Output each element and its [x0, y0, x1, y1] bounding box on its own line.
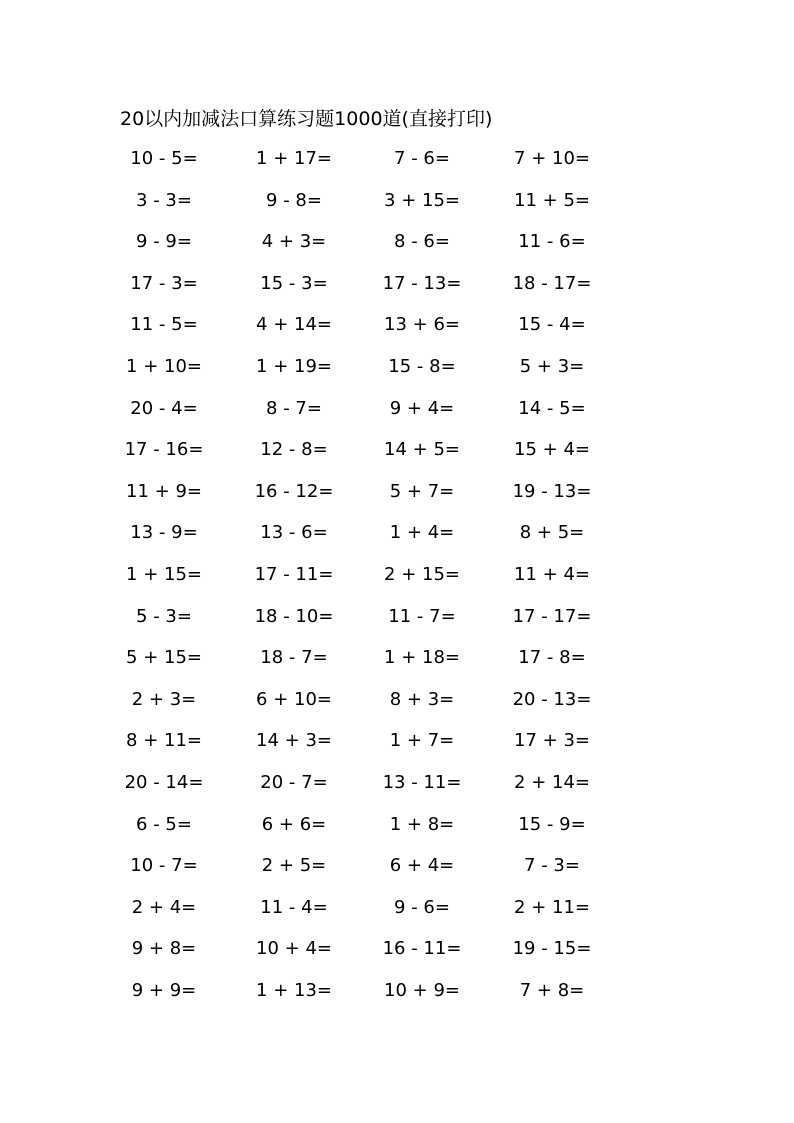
- problem-item: 2 + 4=: [131, 896, 197, 918]
- problem-item: 10 + 4=: [256, 938, 332, 960]
- problem-item: 5 + 3=: [519, 355, 585, 377]
- problem-item: 1 + 4=: [389, 522, 455, 544]
- problem-item: 17 - 11=: [254, 563, 334, 585]
- problem-item: 1 + 7=: [389, 730, 455, 752]
- problem-item: 1 + 13=: [256, 979, 332, 1001]
- problem-item: 12 - 8=: [260, 439, 328, 461]
- problem-item: 17 - 13=: [382, 272, 462, 294]
- problem-item: 2 + 3=: [131, 688, 197, 710]
- problem-row: [0, 473, 794, 515]
- problem-item: 4 + 14=: [256, 314, 332, 336]
- problem-item: 14 + 3=: [256, 730, 332, 752]
- problem-item: 4 + 3=: [261, 231, 327, 253]
- problem-item: 19 - 13=: [512, 480, 592, 502]
- problem-item: 7 - 3=: [524, 855, 580, 877]
- problem-item: 17 - 17=: [512, 605, 592, 627]
- problem-row: [0, 806, 794, 848]
- problem-row: [0, 639, 794, 681]
- problem-item: 5 + 15=: [126, 647, 202, 669]
- problem-item: 13 - 9=: [130, 522, 198, 544]
- problem-item: 11 + 4=: [514, 563, 590, 585]
- problem-item: 10 - 7=: [130, 855, 198, 877]
- problem-row: [0, 431, 794, 473]
- problem-item: 3 + 15=: [384, 189, 460, 211]
- problem-item: 1 + 19=: [256, 355, 332, 377]
- problem-item: 18 - 10=: [254, 605, 334, 627]
- problem-item: 20 - 14=: [124, 771, 204, 793]
- problem-item: 11 - 4=: [260, 896, 328, 918]
- problem-item: 6 + 10=: [256, 688, 332, 710]
- problem-row: [0, 847, 794, 889]
- problem-item: 20 - 7=: [260, 771, 328, 793]
- problem-item: 9 + 9=: [131, 979, 197, 1001]
- problem-item: 14 - 5=: [518, 397, 586, 419]
- problem-item: 16 - 11=: [382, 938, 462, 960]
- problem-item: 8 - 6=: [394, 231, 450, 253]
- problem-row: [0, 722, 794, 764]
- problem-item: 18 - 7=: [260, 647, 328, 669]
- problem-item: 14 + 5=: [384, 439, 460, 461]
- problem-item: 20 - 13=: [512, 688, 592, 710]
- problem-item: 2 + 14=: [514, 771, 590, 793]
- problem-item: 17 + 3=: [514, 730, 590, 752]
- problem-item: 1 + 8=: [389, 813, 455, 835]
- problem-item: 10 + 9=: [384, 979, 460, 1001]
- problem-item: 15 - 8=: [388, 355, 456, 377]
- problem-item: 15 - 3=: [260, 272, 328, 294]
- problem-item: 3 - 3=: [136, 189, 192, 211]
- problem-row: [0, 306, 794, 348]
- problem-item: 16 - 12=: [254, 480, 334, 502]
- problem-row: [0, 764, 794, 806]
- problem-item: 15 - 4=: [518, 314, 586, 336]
- problem-item: 1 + 17=: [256, 148, 332, 169]
- problem-row: [0, 348, 794, 390]
- problem-row: [0, 972, 794, 1014]
- problem-item: 5 + 7=: [389, 480, 455, 502]
- problem-item: 9 - 8=: [266, 189, 322, 211]
- problem-row: [0, 182, 794, 224]
- problem-item: 13 - 11=: [382, 771, 462, 793]
- problem-row: [0, 265, 794, 307]
- problem-item: 1 + 18=: [384, 647, 460, 669]
- problem-item: 6 - 5=: [136, 813, 192, 835]
- problem-item: 17 - 8=: [518, 647, 586, 669]
- problem-item: 6 + 6=: [261, 813, 327, 835]
- problem-item: 17 - 16=: [124, 439, 204, 461]
- problem-item: 11 + 9=: [126, 480, 202, 502]
- problem-row: [0, 390, 794, 432]
- problem-item: 20 - 4=: [130, 397, 198, 419]
- problem-item: 15 - 9=: [518, 813, 586, 835]
- problem-item: 11 - 5=: [130, 314, 198, 336]
- problem-item: 8 + 5=: [519, 522, 585, 544]
- problem-row: [0, 140, 794, 182]
- problem-item: 6 + 4=: [389, 855, 455, 877]
- problem-item: 9 + 4=: [389, 397, 455, 419]
- problem-item: 1 + 10=: [126, 355, 202, 377]
- problem-item: 19 - 15=: [512, 938, 592, 960]
- problem-row: [0, 223, 794, 265]
- problem-item: 5 - 3=: [136, 605, 192, 627]
- problem-grid: [0, 140, 794, 1013]
- problem-item: 7 - 6=: [394, 148, 450, 169]
- worksheet-title: 20以内加减法口算练习题1000道(直接打印): [120, 108, 493, 130]
- problem-item: 13 + 6=: [384, 314, 460, 336]
- problem-item: 8 + 11=: [126, 730, 202, 752]
- problem-item: 8 - 7=: [266, 397, 322, 419]
- problem-item: 11 - 6=: [518, 231, 586, 253]
- problem-item: 10 - 5=: [130, 148, 198, 169]
- problem-item: 9 - 9=: [136, 231, 192, 253]
- problem-item: 2 + 5=: [261, 855, 327, 877]
- problem-item: 17 - 3=: [130, 272, 198, 294]
- problem-row: [0, 514, 794, 556]
- problem-row: [0, 889, 794, 931]
- problem-item: 7 + 8=: [519, 979, 585, 1001]
- problem-row: [0, 681, 794, 723]
- problem-row: [0, 556, 794, 598]
- problem-item: 18 - 17=: [512, 272, 592, 294]
- problem-item: 13 - 6=: [260, 522, 328, 544]
- problem-row: [0, 930, 794, 972]
- problem-item: 8 + 3=: [389, 688, 455, 710]
- problem-item: 2 + 11=: [514, 896, 590, 918]
- problem-item: 15 + 4=: [514, 439, 590, 461]
- problem-row: [0, 598, 794, 640]
- problem-item: 11 - 7=: [388, 605, 456, 627]
- problem-item: 2 + 15=: [384, 563, 460, 585]
- problem-item: 1 + 15=: [126, 563, 202, 585]
- problem-item: 7 + 10=: [514, 148, 590, 169]
- problem-item: 9 + 8=: [131, 938, 197, 960]
- problem-item: 9 - 6=: [394, 896, 450, 918]
- problem-item: 11 + 5=: [514, 189, 590, 211]
